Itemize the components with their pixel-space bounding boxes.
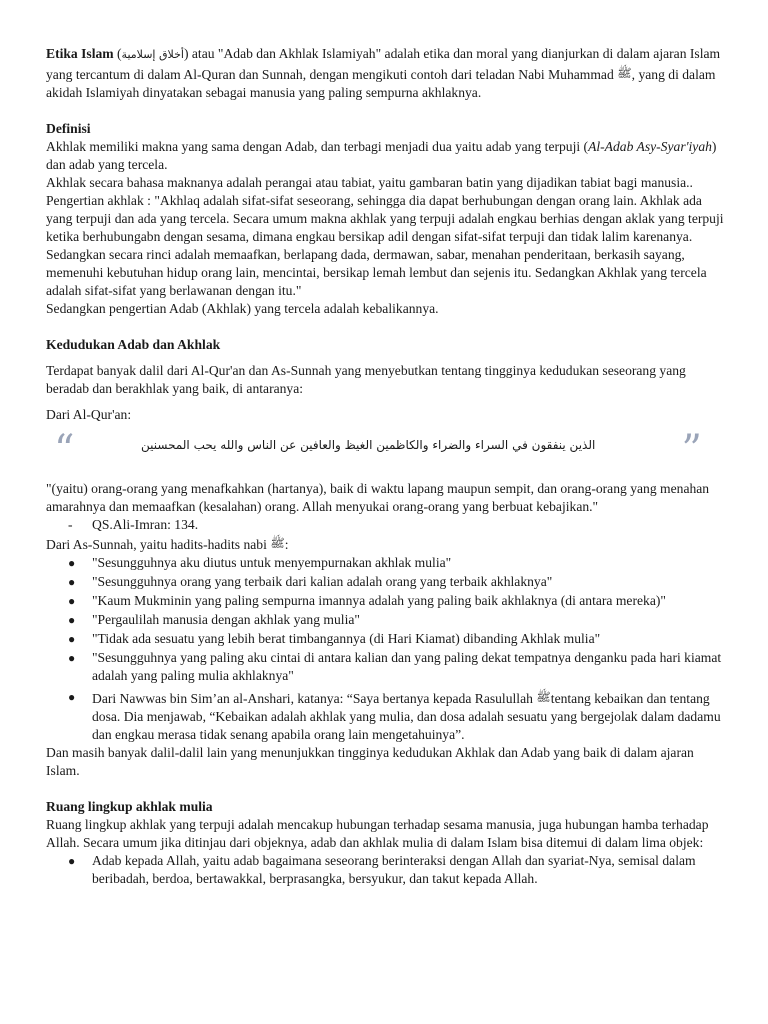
kedudukan-paragraph-1: Terdapat banyak dalil dari Al-Qur'an dan As-Sunnah yang menyebutkan tentang tingginya kedudukan seseorang yang beradab dan berakhlak yang baik, di antaranya: bbox=[46, 363, 686, 396]
bullet-icon: ● bbox=[68, 594, 76, 608]
quote-close-mark: ” bbox=[681, 427, 702, 473]
intro-arabic-term: أخلاق إسلامية bbox=[121, 48, 184, 61]
bullet-icon: ● bbox=[68, 632, 76, 646]
kedudukan-closing: Dan masih banyak dalil-dalil lain yang menunjukkan tingginya kedudukan Akhlak dan Adab yang baik di dalam ajaran Islam. bbox=[46, 745, 694, 778]
list-item: ● "Pergaulilah manusia dengan akhlak yang mulia" bbox=[68, 612, 360, 627]
quran-reference-list bbox=[46, 516, 728, 534]
heading-definisi: Definisi bbox=[46, 121, 91, 136]
hadith-list bbox=[46, 554, 728, 744]
saw-honorific-icon: ﷺ bbox=[270, 536, 285, 550]
list-item: ● "Sesungguhnya orang yang terbaik dari kalian adalah orang yang terbaik akhlaknya" bbox=[68, 574, 553, 589]
list-item: ● "Sesungguhnya yang paling aku cintai di antara kalian dan yang paling dekat tempatnya denganku pada hari kiamat adalah yang paling mulia akhlaknya" bbox=[68, 650, 722, 683]
bullet-icon: ● bbox=[68, 613, 76, 627]
ruang-paragraph-1: Ruang lingkup akhlak yang terpuji adalah mencakup hubungan terhadap sesama manusia, juga hubungan hamba terhadap Allah. Secara umum jika ditinjau dari objeknya, adab dan akhlak mulia di dalam Islam bisa ditemui di dalam lima objek: bbox=[46, 817, 709, 850]
definisi-paragraph-3: Pengertian akhlak : "Akhlaq adalah sifat-sifat seseorang, sehingga dia dapat berhubungan dengan orang lain. Akhlak ada yang terpuji dan ada yang tercela. Secara umum makna akhlak yang terpuji adalah engkau berhias dengan aklak yang terpuji ketika berhubungabn dengan sesama, dimana engkau bersikap adil dengan sifat-sifat terpuji dan tidak lalim karenanya. Sedangkan secara rinci adalah memaafkan, berlapang dada, dermawan, sabar, menahan penderitaan, berkasih sayang, memenuhi kebutuhan hidup orang lain, mencintai, bersikap lemah lembut dan sejenis itu. Sedangkan Akhlak yang tercela adalah sifat-sifat yang berlawanan dengan itu." bbox=[46, 193, 724, 298]
bullet-icon: ● bbox=[68, 651, 76, 665]
definisi-paragraph-2: Akhlak secara bahasa maknanya adalah perangai atau tabiat, yaitu gambaran batin yang dijadikan tabiat bagi manusia.. bbox=[46, 175, 693, 190]
list-item: ● "Sesungguhnya aku diutus untuk menyempurnakan akhlak mulia" bbox=[68, 555, 452, 570]
list-item: ● "Tidak ada sesuatu yang lebih berat timbangannya (di Hari Kiamat) dibanding Akhlak mulia" bbox=[68, 631, 601, 646]
bullet-icon: ● bbox=[68, 854, 76, 868]
list-item: ● "Kaum Mukminin yang paling sempurna imannya adalah yang paling baik akhlaknya (di antara mereka)" bbox=[68, 593, 666, 608]
intro-term: Etika Islam bbox=[46, 46, 114, 61]
quran-translation: "(yaitu) orang-orang yang menafkahkan (hartanya), baik di waktu lapang maupun sempit, dan orang-orang yang menahan amarahnya dan memaafkan (kesalahan) orang. Allah menyukai orang-orang yang berbuat kebajikan." bbox=[46, 481, 710, 514]
sunnah-label: Dari As-Sunnah, yaitu hadits-hadits nabi ﷺ: bbox=[46, 536, 289, 552]
heading-kedudukan: Kedudukan Adab dan Akhlak bbox=[46, 337, 221, 352]
list-item: ● Adab kepada Allah, yaitu adab bagaimana seseorang berinteraksi dengan Allah dan syariat-Nya, semisal dalam beribadah, berdoa, bertawakkal, berprasangka, bersyukur, dan takut kepada Allah. bbox=[68, 853, 696, 886]
saw-honorific-icon: ﷺ bbox=[617, 66, 632, 80]
heading-ruang-lingkup: Ruang lingkup akhlak mulia bbox=[46, 799, 213, 814]
definisi-paragraph-1: Akhlak memiliki makna yang sama dengan Adab, dan terbagi menjadi dua yaitu adab yang terpuji (Al-Adab Asy-Syar'iyah) dan adab yang tercela. bbox=[46, 139, 717, 172]
bullet-icon: ● bbox=[68, 556, 76, 570]
saw-honorific-icon: ﷺ bbox=[536, 690, 551, 704]
intro-paragraph: Etika Islam (أخلاق إسلامية) atau "Adab dan Akhlak Islamiyah" adalah etika dan moral yang dianjurkan di dalam ajaran Islam yang tercantum di dalam Al-Quran dan Sunnah, dengan mengikuti contoh dari teladan Nabi Muhammad ﷺ, yang di dalam akidah Islamiyah dinyatakan sebagai manusia yang paling sempurna akhlaknya. bbox=[46, 46, 721, 100]
definisi-paragraph-4: Sedangkan pengertian Adab (Akhlak) yang tercela adalah kebalikannya. bbox=[46, 301, 439, 316]
quran-arabic-text: الذين ينفقون في السراء والضراء والكاظمين الغيظ والعافين عن الناس والله يحب المحسنين bbox=[141, 438, 596, 452]
quran-quote-block bbox=[46, 427, 728, 473]
dash-marker: - bbox=[68, 517, 73, 532]
bullet-icon: ● bbox=[68, 690, 76, 704]
bullet-icon: ● bbox=[68, 575, 76, 589]
list-item: ● Dari Nawwas bin Sim’an al-Anshari, katanya: “Saya bertanya kepada Rasulullah ﷺtentang kebaikan dan tentang dosa. Dia menjawab, “Kebaikan adalah akhlak yang mulia, dan dosa adalah sesuatu yang bergejolak dalam dadamu dan engkau merasa tidak senang apabila orang lain mengetahuinya”. bbox=[68, 690, 721, 742]
quran-label: Dari Al-Qur'an: bbox=[46, 407, 132, 422]
objek-list bbox=[46, 852, 728, 888]
list-item: - QS.Ali-Imran: 134. bbox=[68, 517, 199, 532]
quote-open-mark: “ bbox=[54, 427, 75, 473]
